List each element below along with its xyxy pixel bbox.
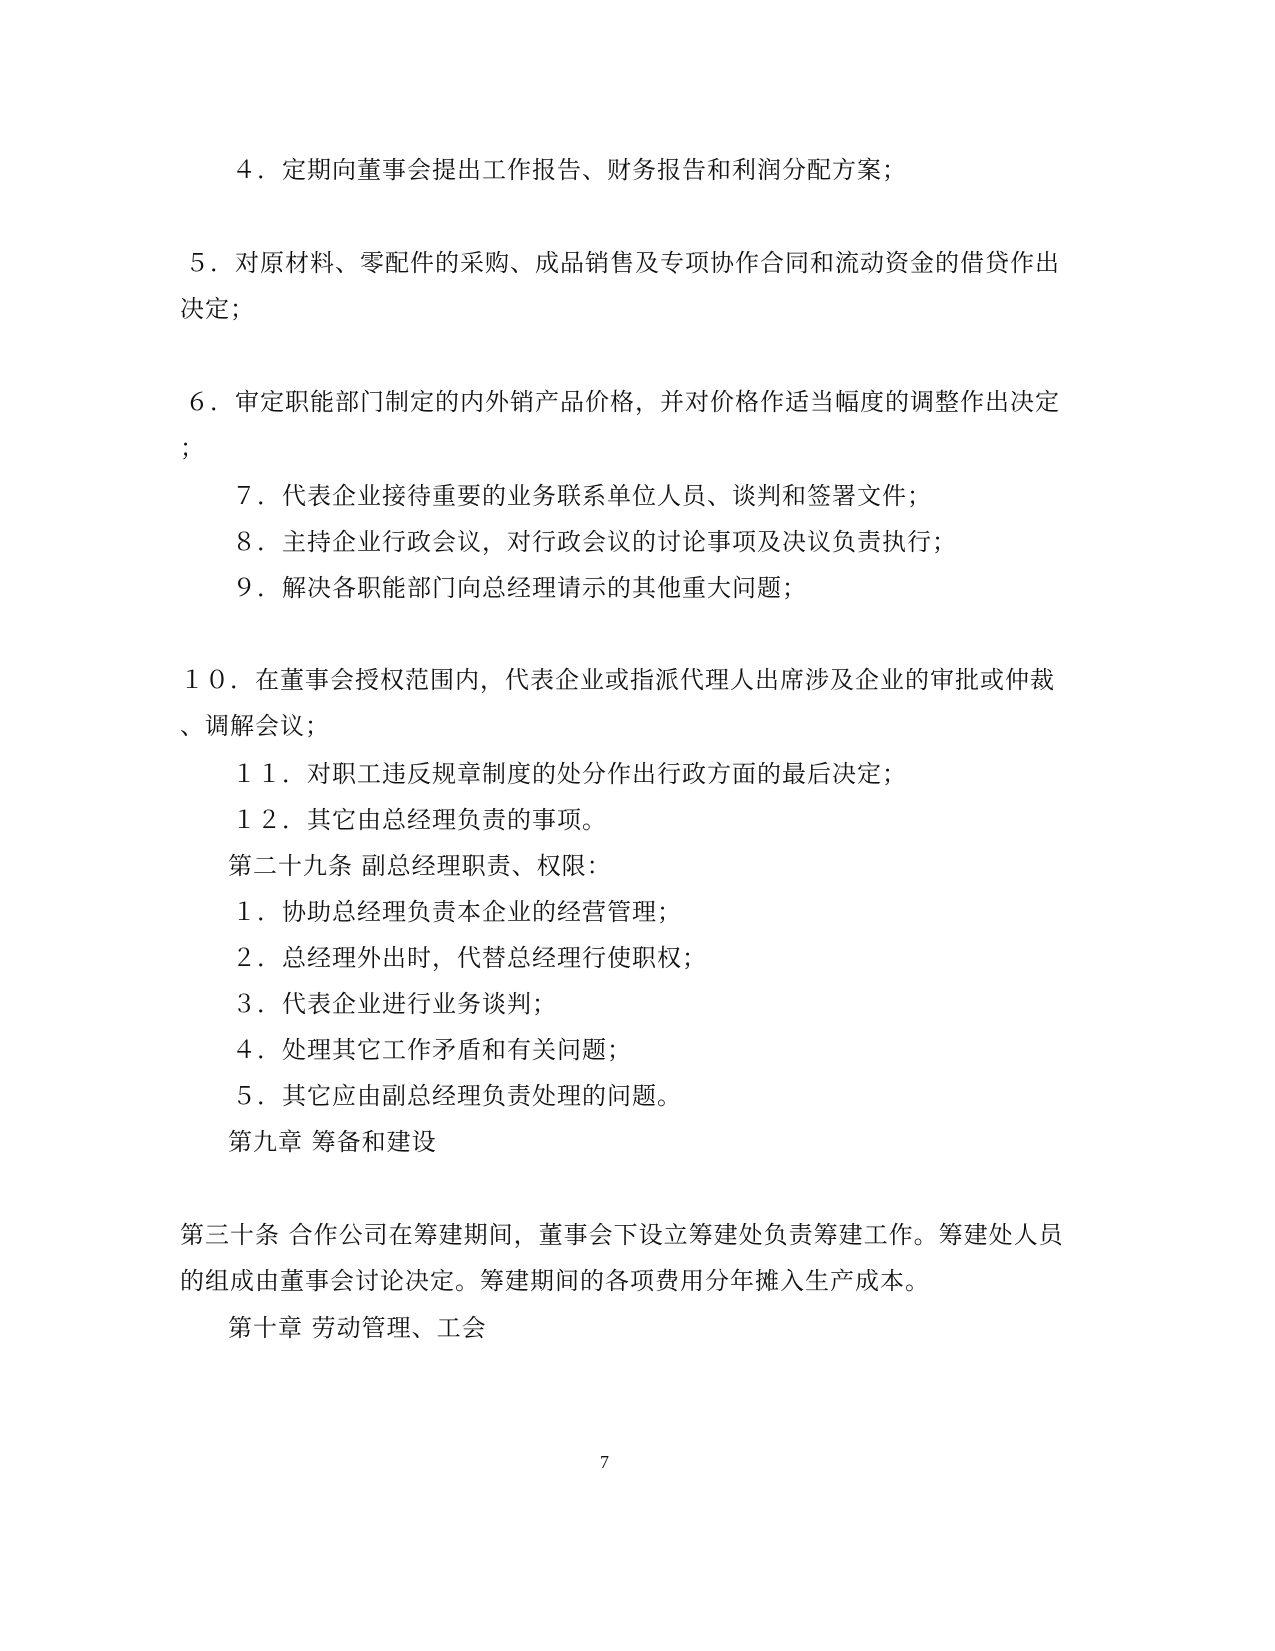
text-line: ３．代表企业进行业务谈判； <box>232 990 557 1018</box>
text-line: 、调解会议； <box>180 712 330 740</box>
text-line: １１．对职工违反规章制度的处分作出行政方面的最后决定； <box>232 760 907 788</box>
text-line: ５．对原材料、零配件的采购、成品销售及专项协作合同和流动资金的借贷作出 <box>185 249 1060 277</box>
text-line: ４．定期向董事会提出工作报告、财务报告和利润分配方案； <box>232 156 907 184</box>
article-heading: 第二十九条 副总经理职责、权限： <box>228 852 612 880</box>
text-line: ９．解决各职能部门向总经理请示的其他重大问题； <box>232 574 807 602</box>
text-line: 的组成由董事会讨论决定。筹建期间的各项费用分年摊入生产成本。 <box>180 1267 930 1295</box>
text-line: ２．总经理外出时，代替总经理行使职权； <box>232 944 707 972</box>
text-line: ６．审定职能部门制定的内外销产品价格，并对价格作适当幅度的调整作出决定 <box>185 388 1060 416</box>
text-line: １．协助总经理负责本企业的经营管理； <box>232 898 682 926</box>
chapter-heading: 第九章 筹备和建设 <box>228 1128 437 1156</box>
text-line: ８．主持企业行政会议，对行政会议的讨论事项及决议负责执行； <box>232 528 957 556</box>
text-line: ４．处理其它工作矛盾和有关问题； <box>232 1036 632 1064</box>
chapter-heading: 第十章 劳动管理、工会 <box>228 1314 487 1342</box>
text-line: 决定； <box>180 295 255 323</box>
text-line: １２．其它由总经理负责的事项。 <box>232 806 607 834</box>
text-line: ７．代表企业接待重要的业务联系单位人员、谈判和签署文件； <box>232 482 932 510</box>
text-line: 第三十条 合作公司在筹建期间，董事会下设立筹建处负责筹建工作。筹建处人员 <box>180 1221 1064 1249</box>
page-number: 7 <box>600 1452 609 1472</box>
text-line: ５．其它应由副总经理负责处理的问题。 <box>232 1082 682 1110</box>
text-line: ； <box>180 434 205 462</box>
text-line: １０．在董事会授权范围内，代表企业或指派代理人出席涉及企业的审批或仲裁 <box>180 666 1055 694</box>
